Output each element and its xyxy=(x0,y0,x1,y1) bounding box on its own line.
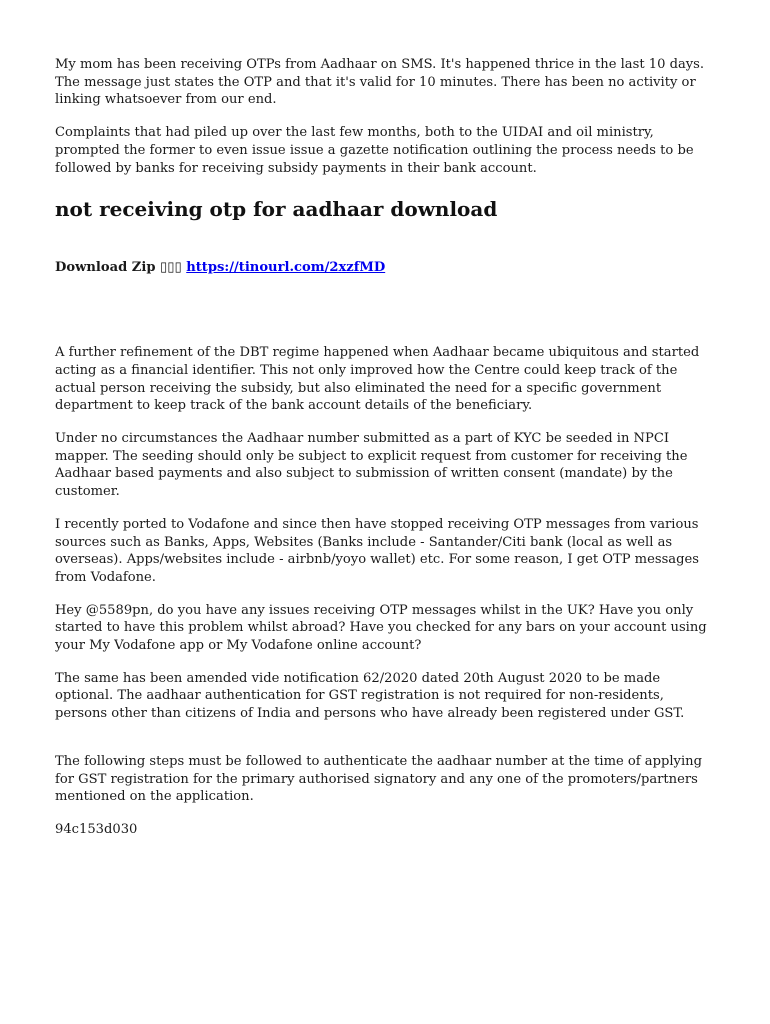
paragraph-dbt-regime: A further refinement of the DBT regime happened when Aadhaar became ubiquitous and started acting as a financial identifier. This not only improved how the Centre could keep track of the actual person receiving the subsidy, but also eliminated the need for a specific government department to keep track of the bank account details of the beneficiary. xyxy=(55,345,700,414)
download-line xyxy=(55,259,720,276)
download-label: Download Zip xyxy=(55,260,156,276)
paragraph-vodafone-reply: Hey @5589pn, do you have any issues receiving OTP messages whilst in the UK? Have you only started to have this problem whilst abroad? Have you checked for any bars on your account using your My Vodafone app or My Vodafone online account? xyxy=(55,602,707,654)
page-heading: not receiving otp for aadhaar download xyxy=(55,197,498,222)
paragraph-gst-steps: The following steps must be followed to authenticate the aadhaar number at the time of applying for GST registration for the primary authorised signatory and any one of the promoters/partners mentioned on the application. xyxy=(55,753,702,805)
arrow-glyphs: ▯▯▯ xyxy=(160,260,182,276)
document-body xyxy=(55,56,720,839)
paragraph-npci-mapper: Under no circumstances the Aadhaar number submitted as a part of KYC be seeded in NPCI mapper. The seeding should only be subject to explicit request from customer for receiving the Aadhaar based payments and also subject to submission of written consent (mandate) by the customer. xyxy=(55,431,688,500)
download-link[interactable]: https://tinourl.com/2xzfMD xyxy=(186,260,386,276)
paragraph-otp-sms: My mom has been receiving OTPs from Aadhaar on SMS. It's happened thrice in the last 10 days. The message just states the OTP and that it's valid for 10 minutes. There has been no activity or linking whatsoever from our end. xyxy=(55,57,705,108)
paragraph-vodafone-port: I recently ported to Vodafone and since then have stopped receiving OTP messages from various sources such as Banks, Apps, Websites (Banks include - Santander/Citi bank (local as well as overseas). Apps/websites include - airbnb/yoyo wallet) etc. For some reason, I get OTP messages from Vodafone. xyxy=(55,516,699,585)
paragraph-gst-amendment: The same has been amended vide notification 62/2020 dated 20th August 2020 to be made optional. The aadhaar authentication for GST registration is not required for non-residents, persons other than citizens of India and persons who have already been registered under GST. xyxy=(55,670,685,722)
footer-code: 94c153d030 xyxy=(55,821,138,837)
paragraph-complaints: Complaints that had piled up over the last few months, both to the UIDAI and oil ministry, prompted the former to even issue issue a gazette notification outlining the process needs to be followed by banks for receiving subsidy payments in their bank account. xyxy=(55,125,694,176)
